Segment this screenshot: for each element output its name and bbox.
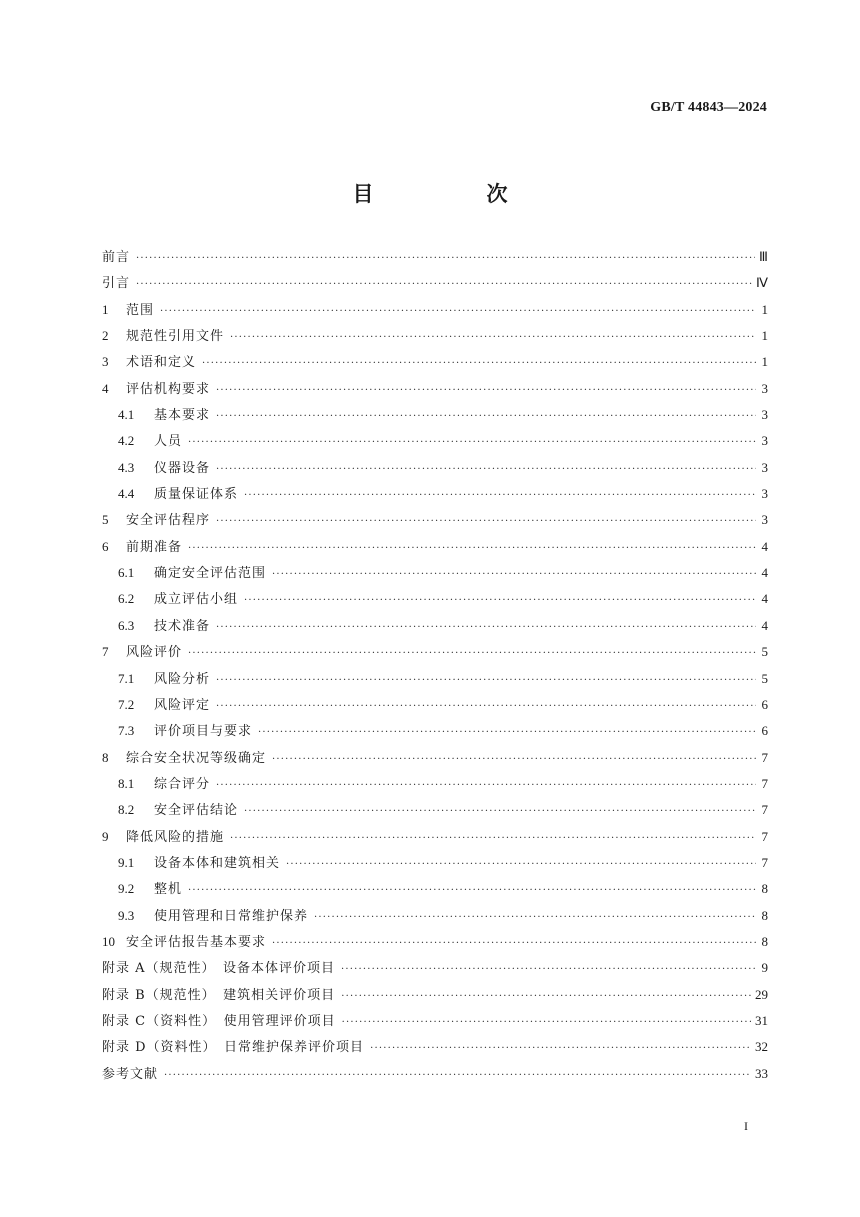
toc-title: 人员	[154, 434, 183, 450]
toc-leader	[342, 1010, 751, 1036]
toc-leader	[244, 588, 756, 614]
toc-title: 前期准备	[126, 539, 183, 555]
toc-number: 7	[102, 644, 109, 660]
toc-number: 9	[102, 828, 109, 844]
toc-leader	[216, 509, 756, 535]
toc-leader	[230, 325, 756, 351]
toc-leader	[370, 1036, 751, 1062]
toc-number: 7.2	[118, 696, 135, 712]
toc-title: 附录 D（资料性） 日常维护保养评价项目	[102, 1040, 365, 1056]
toc-number: 4	[102, 380, 109, 396]
standard-code: GB/T 44843—2024	[650, 100, 767, 115]
toc-entry[interactable]	[102, 929, 768, 955]
toc-heading: 目 次	[352, 182, 554, 206]
toc-title: 仪器设备	[154, 460, 211, 476]
toc-leader	[202, 351, 756, 377]
toc-page: 33	[755, 1065, 768, 1081]
toc-number: 10	[102, 933, 115, 949]
toc-title: 安全评估程序	[126, 513, 211, 529]
toc-entry[interactable]	[102, 428, 768, 454]
toc-entry[interactable]	[102, 613, 768, 639]
toc-page: 4	[761, 617, 768, 633]
toc-number: 9.3	[118, 907, 135, 923]
toc-leader	[230, 826, 756, 852]
toc-number: 6.1	[118, 565, 135, 581]
toc-page: 31	[755, 1012, 768, 1028]
toc-title: 前言	[102, 250, 131, 265]
toc-entry[interactable]	[102, 507, 768, 533]
toc-title: 设备本体和建筑相关	[154, 855, 281, 871]
toc-page: 5	[761, 644, 768, 660]
toc-page: 3	[761, 486, 768, 502]
toc-leader	[244, 799, 756, 825]
toc-page: 8	[761, 933, 768, 949]
toc-entry[interactable]	[102, 560, 768, 586]
toc-entry[interactable]	[102, 982, 768, 1008]
toc-leader	[286, 852, 756, 878]
toc-leader	[164, 1063, 751, 1089]
toc-title: 综合安全状况等级确定	[126, 750, 267, 766]
toc-entry[interactable]	[102, 323, 768, 349]
toc-title: 确定安全评估范围	[154, 566, 267, 582]
toc-title: 附录 A（规范性） 设备本体评价项目	[102, 961, 336, 977]
toc-page: 29	[755, 986, 768, 1002]
toc-page: 8	[761, 907, 768, 923]
toc-leader	[341, 957, 756, 983]
toc-entry[interactable]	[102, 718, 768, 744]
toc-title: 安全评估报告基本要求	[126, 934, 267, 950]
toc-entry[interactable]	[102, 534, 768, 560]
toc-number: 4.4	[118, 486, 135, 502]
toc-title: 评价项目与要求	[154, 724, 253, 740]
toc-title: 附录 B（规范性） 建筑相关评价项目	[102, 987, 336, 1003]
toc-entry[interactable]	[102, 455, 768, 481]
toc-leader	[160, 299, 756, 325]
toc-number: 5	[102, 512, 109, 528]
toc-leader	[216, 773, 756, 799]
toc-page: 5	[761, 670, 768, 686]
toc-entry[interactable]	[102, 586, 768, 612]
toc-title: 引言	[102, 276, 131, 292]
toc-number: 4.3	[118, 459, 135, 475]
toc-title: 参考文献	[102, 1066, 159, 1082]
toc-title: 范围	[126, 302, 155, 318]
toc-page: 4	[761, 538, 768, 554]
toc-title: 安全评估结论	[154, 803, 239, 819]
page-folio: I	[744, 1119, 748, 1133]
toc-entry[interactable]	[102, 297, 768, 323]
toc-page: Ⅳ	[756, 275, 768, 291]
toc-page: 8	[761, 881, 768, 897]
toc-page: 1	[761, 354, 768, 370]
toc-leader	[272, 747, 756, 773]
toc-entry[interactable]	[102, 850, 768, 876]
toc-entry[interactable]	[102, 745, 768, 771]
toc-number: 7.1	[118, 670, 135, 686]
toc-entry[interactable]	[102, 692, 768, 718]
toc-entry[interactable]	[102, 481, 768, 507]
toc-title: 技术准备	[154, 618, 211, 634]
toc-leader	[216, 457, 756, 483]
toc-title: 风险分析	[154, 671, 211, 687]
toc-leader	[188, 430, 756, 456]
toc-leader	[216, 404, 756, 430]
toc-leader	[136, 272, 752, 298]
toc-leader	[188, 878, 756, 904]
toc-leader	[272, 562, 756, 588]
toc-page: 6	[761, 723, 768, 739]
toc-entry[interactable]	[102, 402, 768, 428]
toc-title: 降低风险的措施	[126, 829, 225, 845]
toc-page: 3	[761, 459, 768, 475]
toc-entry[interactable]	[102, 666, 768, 692]
toc-title: 规范性引用文件	[126, 329, 225, 345]
toc-number: 9.1	[118, 854, 135, 870]
toc-entry[interactable]	[102, 639, 768, 665]
toc-number: 4.1	[118, 407, 135, 423]
toc-title: 质量保证体系	[154, 487, 239, 503]
toc-entry[interactable]	[102, 349, 768, 375]
toc-entry[interactable]	[102, 876, 768, 902]
toc-page: 1	[761, 328, 768, 344]
toc-page: 32	[755, 1039, 768, 1055]
toc-entry[interactable]	[102, 797, 768, 823]
toc-number: 3	[102, 354, 109, 370]
toc-title: 整机	[154, 882, 183, 898]
toc-page: 3	[761, 407, 768, 423]
toc-number: 6.2	[118, 591, 135, 607]
toc-leader	[216, 615, 756, 641]
toc-number: 4.2	[118, 433, 135, 449]
toc-page: 7	[761, 854, 768, 870]
toc-page: 4	[761, 565, 768, 581]
toc-entry[interactable]	[102, 1034, 768, 1060]
toc-title: 成立评估小组	[154, 592, 239, 608]
toc-number: 8.1	[118, 775, 135, 791]
toc-title: 风险评定	[154, 697, 211, 713]
toc-page: 7	[761, 802, 768, 818]
toc-page: 3	[761, 512, 768, 528]
toc-title: 风险评价	[126, 645, 183, 661]
toc-title: 附录 C（资料性） 使用管理评价项目	[102, 1013, 336, 1029]
toc-number: 8	[102, 749, 109, 765]
toc-entry[interactable]	[102, 244, 768, 270]
toc-leader	[136, 246, 755, 272]
toc-leader	[188, 536, 756, 562]
toc-page: 7	[761, 749, 768, 765]
toc-leader	[188, 641, 756, 667]
toc-entry[interactable]	[102, 1061, 768, 1087]
toc-page: 3	[761, 433, 768, 449]
toc-number: 6.3	[118, 617, 135, 633]
toc-entry[interactable]	[102, 270, 768, 296]
toc-leader	[341, 984, 751, 1010]
toc-title: 评估机构要求	[126, 381, 211, 397]
toc-leader	[244, 483, 756, 509]
toc-page: 9	[761, 960, 768, 976]
toc-leader	[216, 378, 756, 404]
toc-title: 使用管理和日常维护保养	[154, 908, 309, 924]
toc-number: 6	[102, 538, 109, 554]
toc-title: 综合评分	[154, 776, 211, 792]
toc-leader	[216, 694, 756, 720]
toc-entry[interactable]	[102, 824, 768, 850]
table-of-contents	[102, 244, 768, 1087]
toc-entry[interactable]	[102, 955, 768, 981]
toc-page: Ⅲ	[759, 249, 768, 264]
toc-title: 术语和定义	[126, 355, 197, 371]
toc-entry[interactable]	[102, 903, 768, 929]
toc-leader	[314, 905, 756, 931]
toc-title: 基本要求	[154, 408, 211, 424]
toc-entry[interactable]	[102, 1008, 768, 1034]
toc-page: 6	[761, 696, 768, 712]
toc-page: 1	[761, 301, 768, 317]
toc-entry[interactable]	[102, 771, 768, 797]
toc-page: 7	[761, 828, 768, 844]
toc-number: 2	[102, 328, 109, 344]
toc-leader	[216, 668, 756, 694]
toc-entry[interactable]	[102, 376, 768, 402]
toc-number: 9.2	[118, 881, 135, 897]
toc-number: 7.3	[118, 723, 135, 739]
toc-page: 3	[761, 380, 768, 396]
toc-number: 8.2	[118, 802, 135, 818]
toc-leader	[272, 931, 756, 957]
toc-leader	[258, 720, 756, 746]
toc-page: 7	[761, 775, 768, 791]
toc-number: 1	[102, 301, 109, 317]
toc-page: 4	[761, 591, 768, 607]
